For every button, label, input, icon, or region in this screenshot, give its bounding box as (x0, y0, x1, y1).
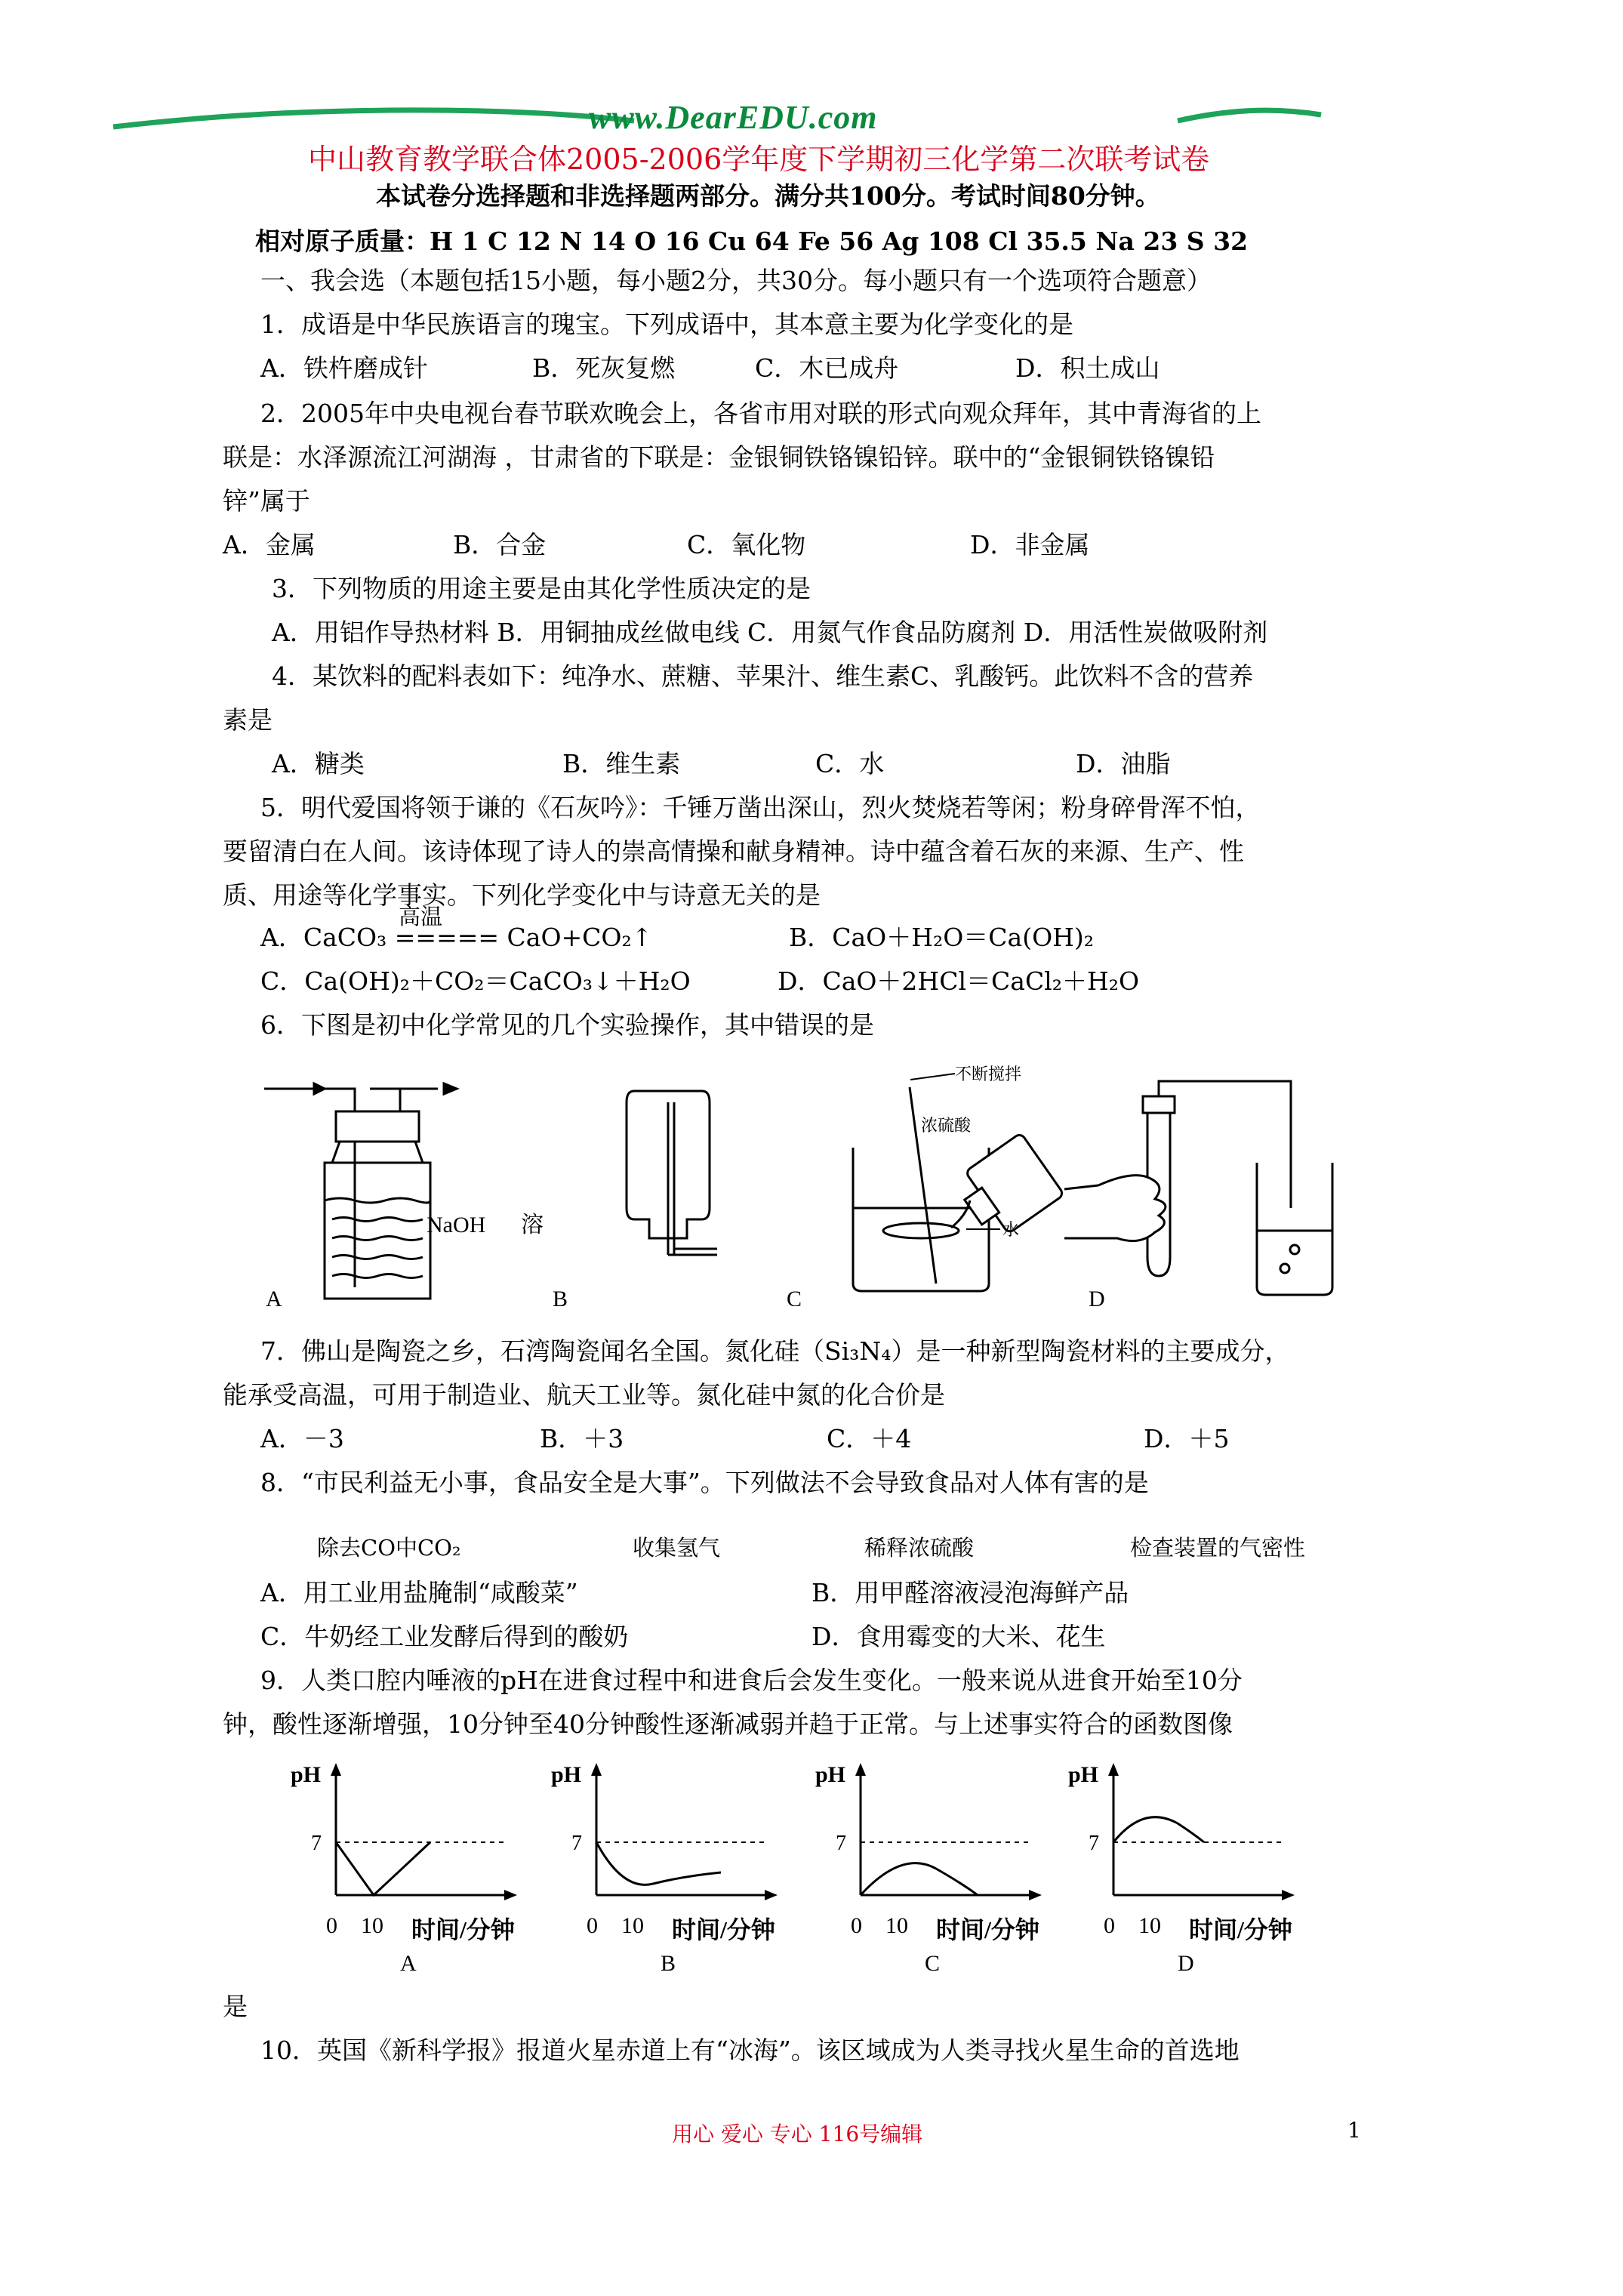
apparatus-d-airtightness (1064, 1081, 1332, 1295)
graph-y-arrow (591, 1763, 602, 1776)
q5-line1: 5．明代爱国将领于谦的《石灰吟》：千锤万凿出深山，烈火焚烧若等闲；粉身碎骨浑不怕， (260, 793, 1261, 822)
q7-line2: 能承受高温，可用于制造业、航天工业等。氮化硅中氮的化合价是 (223, 1380, 945, 1410)
graph-letter: B (661, 1951, 676, 1976)
section-heading: 一、我会选（本题包括15小题，每小题2分，共30分。每小题只有一个选项符合题意） (260, 266, 1212, 295)
q1-option-d: D．积土成山 (1015, 353, 1160, 383)
q6-caption-c: 稀释浓硫酸 (864, 1535, 975, 1561)
q1-option-b: B．死灰复燃 (532, 353, 676, 383)
graph-curve (861, 1863, 978, 1895)
q5-line3: 质、用途等化学事实。下列化学变化中与诗意无关的是 (223, 880, 821, 910)
graph-ten-label: 10 (885, 1913, 908, 1938)
apparatus-b-collection-bottle (627, 1091, 717, 1255)
q6-caption-a: 除去CO中CO₂ (317, 1535, 461, 1561)
apparatus-letter-b: B (553, 1287, 568, 1306)
graph-ten-label: 10 (621, 1913, 644, 1938)
graph-ylabel: pH (291, 1762, 322, 1787)
graph-xlabel: 时间/分钟 (936, 1916, 1039, 1943)
q9-line3: 是 (223, 1992, 248, 2021)
q2-option-c: C．氧化物 (687, 530, 806, 559)
q3-options: A．用铝作导热材料 B．用铜抽成丝做电线 C．用氮气作食品防腐剂 D．用活性炭做吸附剂 (272, 618, 1268, 647)
q2-line2: 联是：水泽源流江河湖海 ，甘肃省的下联是：金银铜铁铬镍铅锌。联中的“金银铜铁铬镍铅 (223, 442, 1215, 472)
apparatus-letter-a: A (266, 1287, 282, 1306)
q6-caption-b: 收集氢气 (633, 1535, 721, 1561)
q5-option-a: A．CaCO₃ ===== CaO+CO₂↑ (260, 923, 653, 952)
page-number: 1 (1347, 2118, 1361, 2143)
graph-zero-label: 0 (851, 1913, 862, 1938)
q1-option-c: C．木已成舟 (755, 353, 899, 383)
q6-caption-d: 检查装置的气密性 (1130, 1535, 1306, 1561)
q7-line1: 7．佛山是陶瓷之乡，石湾陶瓷闻名全国。氮化硅（Si₃N₄）是一种新型陶瓷材料的主要成分， (260, 1336, 1290, 1366)
q8-option-c: C．牛奶经工业发酵后得到的酸奶 (260, 1622, 629, 1651)
graph-ref-label: 7 (311, 1832, 322, 1855)
apparatus-letter-d: D (1089, 1287, 1105, 1306)
graph-ref-label: 7 (836, 1832, 846, 1855)
q5-condition: 高温 (399, 904, 443, 929)
graph-zero-label: 0 (326, 1913, 337, 1938)
q4-option-a: A．糖类 (272, 749, 365, 778)
q8-option-d: D．食用霉变的大米、花生 (812, 1622, 1106, 1651)
q5-option-c: C．Ca(OH)₂＋CO₂＝CaCO₃↓＋H₂O (260, 966, 691, 996)
apparatus-c-stir-label: 不断搅拌 (955, 1065, 1022, 1083)
graph-zero-label: 0 (1104, 1913, 1115, 1938)
q9-line1: 9．人类口腔内唾液的pH在进食过程中和进食后会发生变化。一般来说从进食开始至10分 (260, 1666, 1243, 1695)
q7-option-c: C．＋4 (827, 1424, 912, 1453)
q7-option-b: B．＋3 (540, 1424, 624, 1453)
q1-option-a: A．铁杵磨成针 (260, 353, 428, 383)
q9-ph-graphs (272, 1759, 1449, 1986)
graph-xlabel: 时间/分钟 (672, 1916, 775, 1943)
q4-line2: 素是 (223, 705, 273, 735)
graph-ref-label: 7 (571, 1832, 582, 1855)
graph-ref-label: 7 (1089, 1832, 1099, 1855)
q6-stem: 6．下图是初中化学常见的几个实验操作，其中错误的是 (260, 1010, 874, 1040)
graph-y-arrow (1108, 1763, 1119, 1776)
graph-curve (336, 1842, 430, 1895)
site-logo[interactable]: www.DearEDU.com (589, 99, 878, 136)
intro-text: 本试卷分选择题和非选择题两部分。满分共100分。考试时间80分钟。 (376, 181, 1160, 211)
q5-option-d: D．CaO＋2HCl＝CaCl₂＋H₂O (778, 966, 1140, 996)
apparatus-a-wash-bottle (264, 1083, 457, 1299)
q4-option-c: C．水 (815, 749, 885, 778)
atomic-mass: 相对原子质量：H 1 C 12 N 14 O 16 Cu 64 Fe 56 Ag 108 Cl 35.5 Na 23 S 32 (255, 227, 1249, 256)
graph-ten-label: 10 (361, 1913, 383, 1938)
graph-letter: A (400, 1951, 417, 1976)
footer-text: 用心 爱心 专心 116号编辑 (672, 2122, 923, 2147)
q10-line1: 10．英国《新科学报》报道火星赤道上有“冰海”。该区域成为人类寻找火星生命的首选地 (260, 2036, 1240, 2065)
q7-option-d: D．＋5 (1144, 1424, 1230, 1453)
q2-line3: 锌”属于 (223, 486, 310, 516)
graph-xlabel: 时间/分钟 (1189, 1916, 1292, 1943)
graph-y-arrow (331, 1763, 341, 1776)
q8-option-a: A．用工业用盐腌制“咸酸菜” (260, 1578, 578, 1607)
graph-letter: C (925, 1951, 941, 1976)
q7-option-a: A．－3 (260, 1424, 344, 1453)
graph-ylabel: pH (551, 1762, 582, 1787)
apparatus-c-water-label: 水 (1002, 1220, 1020, 1239)
q3-stem: 3．下列物质的用途主要是由其化学性质决定的是 (272, 574, 811, 603)
graph-x-arrow (1029, 1890, 1042, 1900)
q2-option-a: A．金属 (223, 530, 316, 559)
apparatus-a-label: NaOH (427, 1213, 486, 1237)
q6-apparatus-figure (249, 1057, 1548, 1306)
q5-line2: 要留清白在人间。该诗体现了诗人的崇高情操和献身精神。诗中蕴含着石灰的来源、生产、性 (223, 837, 1244, 866)
graph-ylabel: pH (815, 1762, 846, 1787)
q4-option-b: B．维生素 (562, 749, 681, 778)
q4-option-d: D．油脂 (1076, 749, 1171, 778)
q2-option-d: D．非金属 (970, 530, 1090, 559)
graph-curve (596, 1842, 721, 1885)
q2-line1: 2．2005年中央电视台春节联欢晚会上，各省市用对联的形式向观众拜年，其中青海省的上 (260, 399, 1261, 428)
graph-ten-label: 10 (1138, 1913, 1161, 1938)
graph-x-arrow (504, 1890, 517, 1900)
page-title: 中山教育教学联合体2005-2006学年度下学期初三化学第二次联考试卷 (308, 143, 1210, 176)
graph-curve (1113, 1817, 1204, 1842)
q4-line1: 4．某饮料的配料表如下：纯净水、蔗糖、苹果汁、维生素C、乳酸钙。此饮料不含的营养 (272, 661, 1254, 691)
q8-stem: 8．“市民利益无小事，食品安全是大事”。下列做法不会导致食品对人体有害的是 (260, 1468, 1149, 1497)
graph-x-arrow (765, 1890, 778, 1900)
q2-option-b: B．合金 (453, 530, 547, 559)
graph-ylabel: pH (1068, 1762, 1099, 1787)
q1-stem: 1．成语是中华民族语言的瑰宝。下列成语中，其本意主要为化学变化的是 (260, 310, 1073, 339)
q5-option-b: B．CaO＋H₂O＝Ca(OH)₂ (789, 923, 1095, 952)
graph-letter: D (1178, 1951, 1194, 1976)
graph-zero-label: 0 (587, 1913, 598, 1938)
apparatus-a-label2: 溶 (521, 1213, 544, 1237)
graph-x-arrow (1282, 1890, 1295, 1900)
graph-xlabel: 时间/分钟 (411, 1916, 515, 1943)
graph-y-arrow (855, 1763, 866, 1776)
q8-option-b: B．用甲醛溶液浸泡海鲜产品 (812, 1578, 1129, 1607)
apparatus-letter-c: C (787, 1287, 802, 1306)
q9-line2: 钟，酸性逐渐增强，10分钟至40分钟酸性逐渐减弱并趋于正常。与上述事实符合的函数图像 (223, 1709, 1233, 1739)
apparatus-c-acid-label: 浓硫酸 (921, 1116, 972, 1135)
